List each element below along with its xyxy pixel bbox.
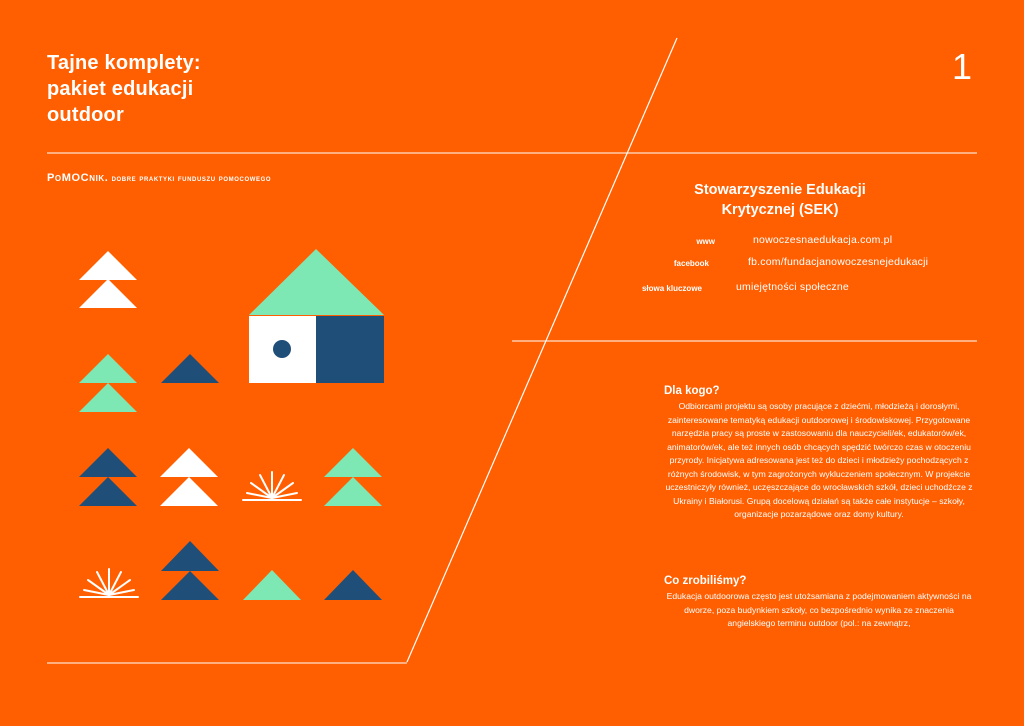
page-number: 1 <box>952 46 973 87</box>
www-link[interactable]: nowoczesnaedukacja.com.pl <box>753 234 893 246</box>
tree-mint-2 <box>324 448 382 506</box>
tree-mint-1 <box>79 354 137 412</box>
section-heading-co-zrobilismy: Co zrobiliśmy? <box>664 575 747 587</box>
www-label: www <box>696 237 715 246</box>
tree-navy-2 <box>161 541 219 600</box>
organization-name <box>650 180 910 220</box>
diagonal-divider-line <box>407 38 677 662</box>
house-window <box>273 340 291 358</box>
mountain-navy-1 <box>161 354 219 383</box>
series-label <box>47 172 271 184</box>
page-title <box>47 50 307 128</box>
section-body-dla-kogo: Odbiorcami projektu są osoby pracujące z dziećmi, młodzieżą i dorosłymi, zainteresowane tematyką edukacji outdoorowej i środowiskowej. Przygotowane narzędzia pracy są proste w zastosowaniu dla nauczycieli/ek, edukatorów/ek, animatorów/ek, ale też innych osób chcących spędzić twórczo czas w otoczeniu przyrody. Inicjatywa adresowana jest też do dzieci i młodzieży pochodzących z różnych środowisk, w tym zagrożonych wykluczeniem społecznym. W projekcie uczestniczyły również, uczęszczające do wrocławskich szkół, dzieci uchodźcze z Ukrainy i Białorusi. Grupą docelową działań są także całe instytucje – szkoły, organizacje pozarządowe oraz domy kultury. <box>665 401 973 519</box>
mountain-navy-2 <box>324 570 382 600</box>
keywords-label: słowa kluczowe <box>641 284 702 293</box>
tree-white-1 <box>79 251 137 308</box>
section-heading-dla-kogo: Dla kogo? <box>664 385 720 397</box>
keywords-value: umiejętności społeczne <box>736 281 849 293</box>
tree-navy-1 <box>79 448 137 506</box>
title-line-2: pakiet edukacji <box>47 78 194 100</box>
series-rest: dobre praktyki funduszu pomocowego <box>111 173 272 183</box>
title-line-3: outdoor <box>47 104 124 126</box>
grass-burst-2 <box>243 472 301 500</box>
mountain-mint-1 <box>243 570 301 600</box>
facebook-label: facebook <box>673 259 709 268</box>
tree-white-2 <box>160 448 218 506</box>
organization-name-line-2: Krytycznej (SEK) <box>721 202 839 218</box>
grass-burst-1 <box>80 569 138 597</box>
organization-name-line-1: Stowarzyszenie Edukacji <box>694 182 866 198</box>
section-body-co-zrobilismy: Edukacja outdoorowa często jest utożsamiana z podejmowaniem aktywności na dworze, poza budynkiem szkoły, co bezpośrednio wynika ze znaczenia angielskiego terminu outdoor (pol.: na zewnątrz, <box>666 591 972 628</box>
house-roof <box>249 249 384 315</box>
facebook-link[interactable]: fb.com/fundacjanowoczesnejedukacji <box>748 256 929 268</box>
house-illustration <box>249 249 384 383</box>
series-brand: PoMOCnik. <box>47 172 109 184</box>
title-line-1: Tajne komplety: <box>47 52 201 74</box>
house-wall-right <box>316 316 384 383</box>
